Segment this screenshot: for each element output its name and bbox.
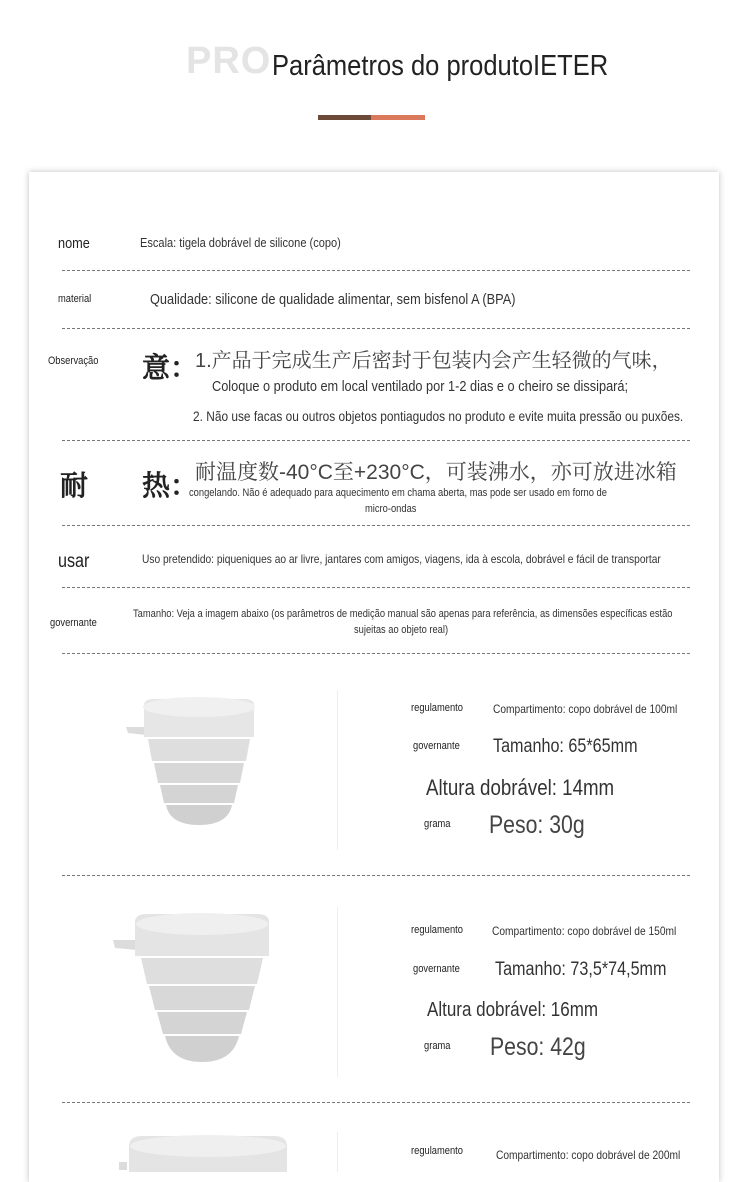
spec-value: Compartimento: copo dobrável de 200ml bbox=[496, 1148, 681, 1162]
weight-label: grama bbox=[424, 818, 451, 830]
note-label: Observação bbox=[48, 355, 99, 367]
note-line-3: 2. Não use facas ou outros objetos pontiagudos no produto e evite muita pressão ou puxões. bbox=[193, 408, 684, 424]
spec-value: Compartimento: copo dobrável de 100ml bbox=[493, 702, 678, 716]
divider bbox=[62, 270, 690, 271]
divider bbox=[62, 875, 690, 876]
size-value: Tamanho: 73,5*74,5mm bbox=[495, 959, 667, 980]
name-label: nome bbox=[58, 235, 90, 252]
note-cn-char: 意： bbox=[142, 352, 199, 383]
weight-value: Peso: 42g bbox=[490, 1033, 586, 1061]
page-title: Parâmetros do produtoIETER bbox=[272, 50, 609, 82]
size-label: governante bbox=[413, 740, 460, 752]
divider bbox=[62, 587, 690, 588]
size-value: Tamanho: 65*65mm bbox=[493, 736, 638, 757]
height-value: Altura dobrável: 14mm bbox=[426, 775, 615, 800]
material-value: Qualidade: silicone de qualidade alimentar, sem bisfenol A (BPA) bbox=[150, 291, 516, 308]
header-ghost-text: PRO bbox=[186, 40, 272, 82]
use-label: usar bbox=[58, 551, 90, 572]
divider bbox=[62, 653, 690, 654]
name-value: Escala: tigela dobrável de silicone (copo) bbox=[140, 235, 341, 250]
title-underline bbox=[318, 115, 425, 120]
divider bbox=[62, 440, 690, 441]
use-value: Uso pretendido: piqueniques ao ar livre, jantares com amigos, viagens, ida à escola, dobrável e fácil de transportar bbox=[142, 552, 661, 566]
divider bbox=[62, 328, 690, 329]
material-label: material bbox=[58, 293, 92, 305]
size-label: governante bbox=[50, 617, 97, 629]
heat-sub-1: congelando. Não é adequado para aquecimento em chama aberta, mas pode ser usado em forno de bbox=[189, 487, 607, 499]
spec-label: regulamento bbox=[411, 702, 463, 714]
size-label: governante bbox=[413, 963, 460, 975]
cup-150ml-image bbox=[111, 912, 271, 1067]
cup-200ml-image bbox=[117, 1132, 289, 1172]
note-cn-text: 1.产品于完成生产后密封于包装内会产生轻微的气味， bbox=[195, 350, 672, 372]
spec-label: regulamento bbox=[411, 1145, 463, 1157]
weight-label: grama bbox=[424, 1040, 451, 1052]
spec-value: Compartimento: copo dobrável de 150ml bbox=[492, 924, 677, 938]
divider bbox=[62, 1102, 690, 1103]
heat-cn-text: 耐温度数-40°C至+230°C，可装沸水，亦可放进冰箱 bbox=[195, 461, 677, 484]
heat-cn-char: 热： bbox=[142, 470, 199, 501]
size-line-2: sujeitas ao objeto real) bbox=[354, 624, 449, 636]
heat-sub-2: micro-ondas bbox=[365, 503, 417, 515]
divider bbox=[62, 525, 690, 526]
heat-label: 耐 bbox=[60, 470, 89, 501]
spec-label: regulamento bbox=[411, 924, 463, 936]
note-line-2: Coloque o produto em local ventilado por 1-2 dias e o cheiro se dissipará; bbox=[212, 378, 629, 395]
size-line-1: Tamanho: Veja a imagem abaixo (os parâmetros de medição manual são apenas para referência, as dimensões específicas estão bbox=[133, 608, 673, 620]
weight-value: Peso: 30g bbox=[489, 811, 585, 839]
height-value: Altura dobrável: 16mm bbox=[427, 999, 599, 1021]
cup-100ml-image bbox=[124, 697, 264, 832]
page-header bbox=[0, 0, 750, 150]
parameters-card bbox=[29, 172, 719, 1182]
